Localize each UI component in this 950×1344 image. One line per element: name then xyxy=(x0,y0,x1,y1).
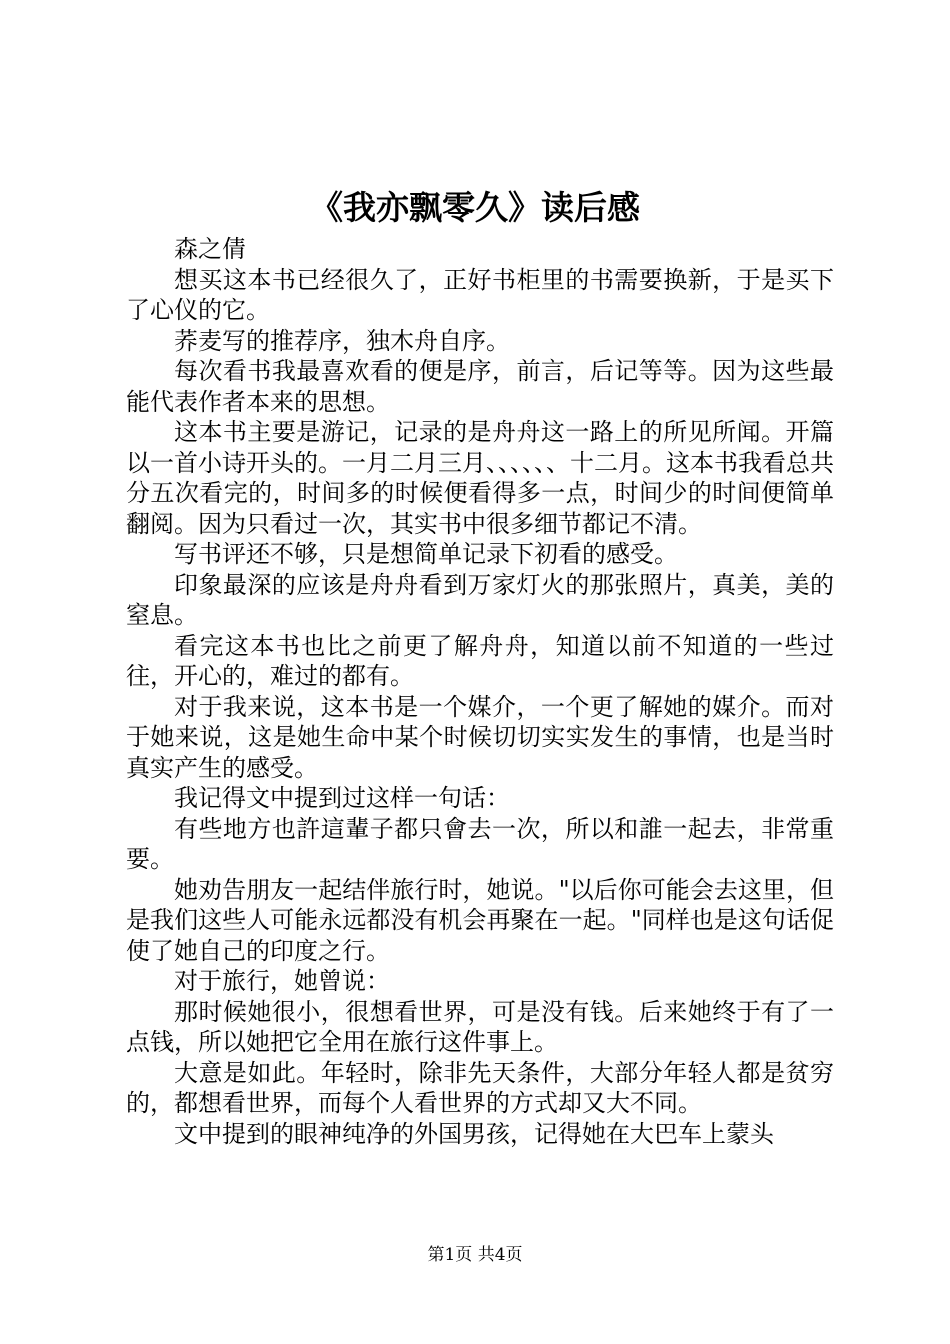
paragraph: 这本书主要是游记，记录的是舟舟这一路上的所见所闻。开篇以一首小诗开头的。一月二月三月、、、、、、十二月。这本书我看总共分五次看完的，时间多的时候便看得多一点，时间少的时间便简单翻阅。因为只看过一次，其实书中很多细节都记不清。 xyxy=(126,418,834,538)
paragraph: 写书评还不够，只是想简单记录下初看的感受。 xyxy=(174,540,678,568)
document-title: 《我亦飘零久》读后感 xyxy=(310,188,640,227)
quote-paragraph: 有些地方也許這輩子都只會去一次，所以和誰一起去，非常重要。 xyxy=(126,814,834,873)
paragraph: 对于旅行，她曾说： xyxy=(174,967,390,995)
paragraph: 大意是如此。年轻时，除非先天条件，大部分年轻人都是贫穷的，都想看世界，而每个人看世界的方式却又大不同。 xyxy=(126,1058,834,1117)
paragraph: 每次看书我最喜欢看的便是序，前言，后记等等。因为这些最能代表作者本来的思想。 xyxy=(126,357,834,416)
paragraph: 文中提到的眼神纯净的外国男孩，记得她在大巴车上蒙头 xyxy=(174,1119,774,1148)
paragraph: 我记得文中提到过这样一句话： xyxy=(174,784,510,812)
page-number-footer: 第1页 共4页 xyxy=(427,1245,523,1265)
paragraph: 印象最深的应该是舟舟看到万家灯火的那张照片，真美，美的窒息。 xyxy=(126,570,834,629)
paragraph: 她劝告朋友一起结伴旅行时，她说。"以后你可能会去这里，但是我们这些人可能永远都没有机会再聚在一起。"同样也是这句话促使了她自己的印度之行。 xyxy=(126,875,834,965)
author-line: 森之倩 xyxy=(174,235,246,263)
paragraph: 想买这本书已经很久了，正好书柜里的书需要换新，于是买下了心仪的它。 xyxy=(126,265,834,324)
paragraph: 看完这本书也比之前更了解舟舟，知道以前不知道的一些过往，开心的，难过的都有。 xyxy=(126,631,834,690)
paragraph: 那时候她很小，很想看世界，可是没有钱。后来她终于有了一点钱，所以她把它全用在旅行这件事上。 xyxy=(126,997,834,1056)
document-body xyxy=(126,234,834,1149)
paragraph: 对于我来说，这本书是一个媒介，一个更了解她的媒介。而对于她来说，这是她生命中某个时候切切实实发生的事情，也是当时真实产生的感受。 xyxy=(126,692,834,782)
paragraph: 荞麦写的推荐序，独木舟自序。 xyxy=(174,326,510,355)
